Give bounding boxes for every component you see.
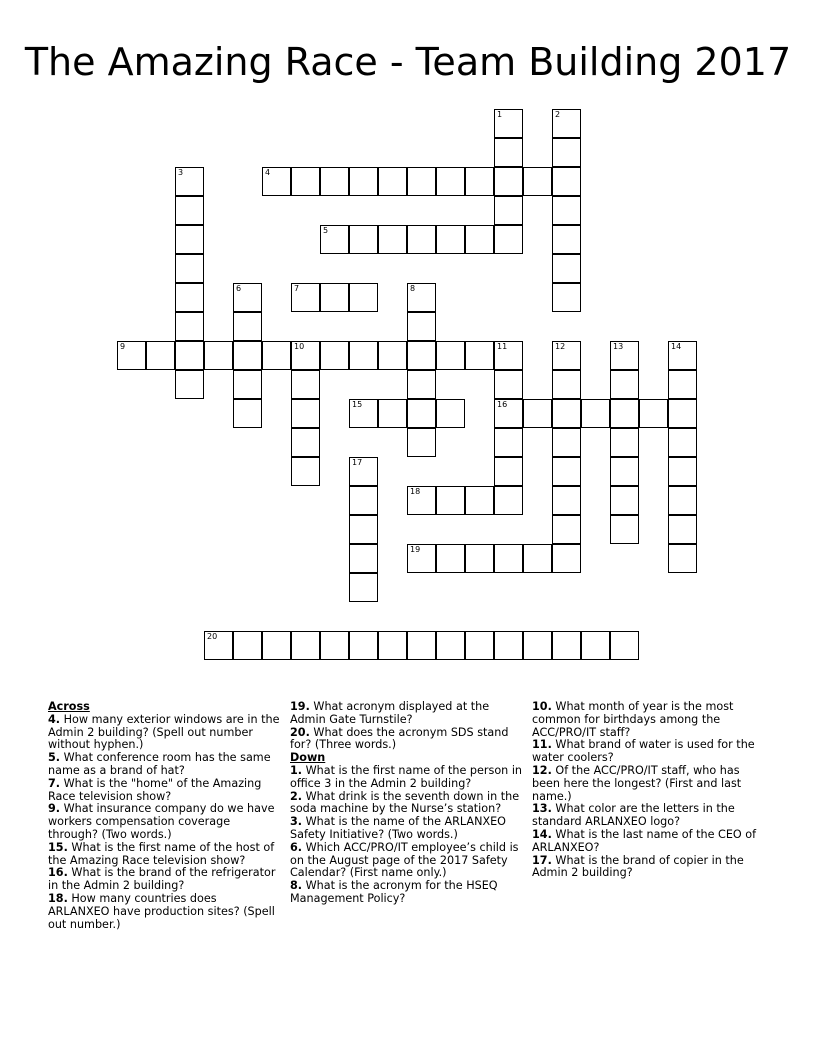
grid-cell[interactable] bbox=[465, 341, 494, 370]
grid-cell[interactable] bbox=[436, 544, 465, 573]
clue-text: What is the acronym for the HSEQ Management Policy? bbox=[290, 879, 498, 905]
grid-cell[interactable] bbox=[436, 486, 465, 515]
grid-cell[interactable] bbox=[233, 370, 262, 399]
grid-cell[interactable] bbox=[233, 341, 262, 370]
grid-cell[interactable] bbox=[465, 167, 494, 196]
clue-item bbox=[532, 765, 764, 803]
clue-number-label: 8. bbox=[290, 879, 303, 893]
clue-number: 20 bbox=[207, 632, 218, 641]
clue-number-label: 15. bbox=[48, 840, 68, 854]
clue-number-label: 12. bbox=[532, 763, 552, 777]
grid-cell[interactable] bbox=[407, 370, 436, 399]
grid-cell[interactable] bbox=[378, 225, 407, 254]
clue-text: What is the name of the ARLANXEO Safety Initiative? (Two words.) bbox=[290, 815, 506, 841]
grid-cell[interactable] bbox=[668, 341, 697, 370]
grid-cell[interactable] bbox=[494, 167, 523, 196]
clue-item bbox=[48, 803, 280, 841]
grid-cell[interactable] bbox=[552, 254, 581, 283]
clue-number: 7 bbox=[294, 284, 300, 293]
grid-cell[interactable] bbox=[494, 196, 523, 225]
clue-text: Of the ACC/PRO/IT staff, who has been here the longest? (First and last name.) bbox=[532, 763, 742, 803]
grid-cell[interactable] bbox=[552, 225, 581, 254]
clue-number: 3 bbox=[178, 168, 184, 177]
clue-item bbox=[290, 727, 526, 753]
grid-cell[interactable] bbox=[552, 544, 581, 573]
grid-cell[interactable] bbox=[581, 399, 610, 428]
grid-cell[interactable] bbox=[639, 399, 668, 428]
grid-cell[interactable] bbox=[523, 631, 552, 660]
grid-cell[interactable] bbox=[407, 399, 436, 428]
grid-cell[interactable] bbox=[175, 341, 204, 370]
grid-cell[interactable] bbox=[407, 428, 436, 457]
grid-cell[interactable] bbox=[378, 399, 407, 428]
grid-cell[interactable] bbox=[407, 312, 436, 341]
grid-cell[interactable] bbox=[465, 631, 494, 660]
grid-cell[interactable] bbox=[349, 225, 378, 254]
grid-cell[interactable] bbox=[552, 428, 581, 457]
grid-cell[interactable] bbox=[610, 631, 639, 660]
grid-cell[interactable] bbox=[494, 544, 523, 573]
clue-number-label: 7. bbox=[48, 776, 61, 790]
clue-number-label: 13. bbox=[532, 802, 552, 816]
grid-cell[interactable] bbox=[291, 457, 320, 486]
clue-number: 2 bbox=[555, 110, 561, 119]
grid-cell[interactable] bbox=[436, 399, 465, 428]
grid-cell[interactable] bbox=[233, 283, 262, 312]
grid-cell[interactable] bbox=[610, 399, 639, 428]
grid-cell[interactable] bbox=[407, 544, 436, 573]
clue-text: Which ACC/PRO/IT employee’s child is on the August page of the 2017 Safety Calendar? (First name only.) bbox=[290, 840, 519, 880]
grid-cell[interactable] bbox=[407, 341, 436, 370]
grid-cell[interactable] bbox=[407, 283, 436, 312]
grid-cell[interactable] bbox=[378, 631, 407, 660]
grid-cell[interactable] bbox=[407, 225, 436, 254]
clue-item bbox=[532, 739, 764, 765]
grid-cell[interactable] bbox=[552, 167, 581, 196]
grid-cell[interactable] bbox=[494, 341, 523, 370]
clue-column-2 bbox=[290, 701, 526, 906]
clue-number-label: 18. bbox=[48, 891, 68, 905]
clue-number: 11 bbox=[497, 342, 508, 351]
grid-cell[interactable] bbox=[320, 341, 349, 370]
grid-cell[interactable] bbox=[175, 167, 204, 196]
grid-cell[interactable] bbox=[552, 370, 581, 399]
clue-number: 6 bbox=[236, 284, 242, 293]
grid-cell[interactable] bbox=[233, 631, 262, 660]
grid-cell[interactable] bbox=[494, 428, 523, 457]
clue-text: How many countries does ARLANXEO have production sites? (Spell out number.) bbox=[48, 891, 275, 931]
grid-cell[interactable] bbox=[668, 428, 697, 457]
clue-number-label: 11. bbox=[532, 738, 552, 752]
clue-number-label: 10. bbox=[532, 700, 552, 713]
clue-number: 14 bbox=[671, 342, 682, 351]
clue-item bbox=[48, 778, 280, 804]
clue-number-label: 5. bbox=[48, 751, 61, 765]
down-header: Down bbox=[290, 751, 326, 765]
grid-cell[interactable] bbox=[175, 196, 204, 225]
grid-cell[interactable] bbox=[291, 399, 320, 428]
clue-number: 1 bbox=[497, 110, 503, 119]
clue-number-label: 4. bbox=[48, 712, 61, 726]
grid-cell[interactable] bbox=[610, 486, 639, 515]
clue-text: What color are the letters in the standard ARLANXEO logo? bbox=[532, 802, 735, 829]
grid-cell[interactable] bbox=[552, 283, 581, 312]
clue-number-label: 3. bbox=[290, 815, 303, 829]
grid-cell[interactable] bbox=[552, 196, 581, 225]
clue-item bbox=[290, 880, 526, 906]
grid-cell[interactable] bbox=[494, 399, 523, 428]
clue-item bbox=[48, 867, 280, 893]
grid-cell[interactable] bbox=[175, 312, 204, 341]
grid-cell[interactable] bbox=[349, 283, 378, 312]
clue-text: What is the first name of the host of the Amazing Race television show? bbox=[48, 840, 275, 867]
clue-number-label: 6. bbox=[290, 840, 303, 854]
clue-text: What is the brand of the refrigerator in the Admin 2 building? bbox=[48, 866, 276, 893]
grid-cell[interactable] bbox=[320, 167, 349, 196]
grid-cell[interactable] bbox=[552, 138, 581, 167]
grid-cell[interactable] bbox=[494, 457, 523, 486]
grid-cell[interactable] bbox=[291, 370, 320, 399]
grid-cell[interactable] bbox=[262, 167, 291, 196]
page-title: The Amazing Race - Team Building 2017 bbox=[24, 40, 792, 84]
grid-cell[interactable] bbox=[494, 138, 523, 167]
grid-cell[interactable] bbox=[378, 341, 407, 370]
clue-item bbox=[290, 791, 526, 817]
clue-item bbox=[48, 714, 280, 752]
clue-number: 4 bbox=[265, 168, 271, 177]
clue-number: 18 bbox=[410, 487, 421, 496]
grid-cell[interactable] bbox=[465, 486, 494, 515]
grid-cell[interactable] bbox=[494, 109, 523, 138]
grid-cell[interactable] bbox=[668, 544, 697, 573]
clue-number: 15 bbox=[352, 400, 363, 409]
grid-cell[interactable] bbox=[523, 399, 552, 428]
clue-number: 16 bbox=[497, 400, 508, 409]
grid-cell[interactable] bbox=[610, 515, 639, 544]
grid-cell[interactable] bbox=[494, 631, 523, 660]
grid-cell[interactable] bbox=[610, 457, 639, 486]
clue-column-3 bbox=[532, 701, 764, 880]
clue-number-label: 19. bbox=[290, 700, 310, 713]
grid-cell[interactable] bbox=[436, 167, 465, 196]
clue-number: 12 bbox=[555, 342, 566, 351]
grid-cell[interactable] bbox=[610, 428, 639, 457]
grid-cell[interactable] bbox=[610, 341, 639, 370]
grid-cell[interactable] bbox=[175, 254, 204, 283]
grid-cell[interactable] bbox=[552, 109, 581, 138]
grid-cell[interactable] bbox=[465, 225, 494, 254]
grid-cell[interactable] bbox=[552, 515, 581, 544]
grid-cell[interactable] bbox=[175, 283, 204, 312]
clue-number-label: 2. bbox=[290, 789, 303, 803]
grid-cell[interactable] bbox=[407, 167, 436, 196]
clue-number: 10 bbox=[294, 342, 305, 351]
clue-number-label: 17. bbox=[532, 853, 552, 867]
grid-cell[interactable] bbox=[320, 631, 349, 660]
grid-cell[interactable] bbox=[552, 631, 581, 660]
clue-item bbox=[290, 701, 526, 727]
clue-number-label: 16. bbox=[48, 866, 68, 880]
grid-cell[interactable] bbox=[436, 341, 465, 370]
clue-item bbox=[48, 842, 280, 868]
grid-cell[interactable] bbox=[668, 457, 697, 486]
clue-number-label: 9. bbox=[48, 802, 61, 816]
grid-cell[interactable] bbox=[407, 631, 436, 660]
clue-text: What brand of water is used for the water coolers? bbox=[532, 738, 755, 765]
clue-item bbox=[290, 816, 526, 842]
grid-cell[interactable] bbox=[494, 370, 523, 399]
clue-column-1 bbox=[48, 701, 280, 931]
grid-cell[interactable] bbox=[552, 341, 581, 370]
grid-cell[interactable] bbox=[146, 341, 175, 370]
grid-cell[interactable] bbox=[552, 399, 581, 428]
clue-item bbox=[48, 893, 280, 931]
grid-cell[interactable] bbox=[494, 486, 523, 515]
grid-cell[interactable] bbox=[668, 515, 697, 544]
clue-number: 8 bbox=[410, 284, 416, 293]
grid-cell[interactable] bbox=[349, 573, 378, 602]
clue-number: 17 bbox=[352, 458, 363, 467]
clue-number-label: 14. bbox=[532, 827, 552, 841]
grid-cell[interactable] bbox=[349, 486, 378, 515]
clue-text: What is the first name of the person in office 3 in the Admin 2 building? bbox=[290, 763, 523, 790]
clue-number-label: 20. bbox=[290, 725, 310, 739]
grid-cell[interactable] bbox=[523, 544, 552, 573]
grid-cell[interactable] bbox=[552, 457, 581, 486]
grid-cell[interactable] bbox=[175, 370, 204, 399]
grid-cell[interactable] bbox=[204, 631, 233, 660]
clue-number: 9 bbox=[120, 342, 126, 351]
clue-item bbox=[290, 765, 526, 791]
grid-cell[interactable] bbox=[233, 312, 262, 341]
grid-cell[interactable] bbox=[262, 631, 291, 660]
grid-cell[interactable] bbox=[175, 225, 204, 254]
grid-cell[interactable] bbox=[436, 631, 465, 660]
grid-cell[interactable] bbox=[349, 457, 378, 486]
clue-item bbox=[532, 803, 764, 829]
clue-text: What drink is the seventh down in the soda machine by the Nurse’s station? bbox=[290, 789, 520, 816]
clue-item bbox=[48, 752, 280, 778]
grid-cell[interactable] bbox=[320, 283, 349, 312]
grid-cell[interactable] bbox=[349, 341, 378, 370]
grid-cell[interactable] bbox=[523, 167, 552, 196]
clue-text: What is the last name of the CEO of ARLANXEO? bbox=[532, 827, 757, 854]
grid-cell[interactable] bbox=[349, 167, 378, 196]
grid-cell[interactable] bbox=[291, 283, 320, 312]
clue-item bbox=[532, 829, 764, 855]
grid-cell[interactable] bbox=[349, 399, 378, 428]
grid-cell[interactable] bbox=[378, 167, 407, 196]
grid-cell[interactable] bbox=[610, 370, 639, 399]
grid-cell[interactable] bbox=[291, 167, 320, 196]
clue-text: How many exterior windows are in the Admin 2 building? (Spell out number without hyphen.) bbox=[48, 712, 280, 752]
grid-cell[interactable] bbox=[349, 631, 378, 660]
grid-cell[interactable] bbox=[668, 370, 697, 399]
grid-cell[interactable] bbox=[668, 399, 697, 428]
grid-cell[interactable] bbox=[581, 631, 610, 660]
grid-cell[interactable] bbox=[262, 341, 291, 370]
clue-item bbox=[532, 701, 764, 739]
grid-cell[interactable] bbox=[349, 515, 378, 544]
clue-number: 5 bbox=[323, 226, 329, 235]
grid-cell[interactable] bbox=[204, 341, 233, 370]
grid-cell[interactable] bbox=[117, 341, 146, 370]
clue-item bbox=[290, 842, 526, 880]
across-header: Across bbox=[48, 700, 90, 713]
grid-cell[interactable] bbox=[552, 486, 581, 515]
grid-cell[interactable] bbox=[233, 399, 262, 428]
clue-number: 19 bbox=[410, 545, 421, 554]
grid-cell[interactable] bbox=[465, 544, 494, 573]
clue-text: What is the "home" of the Amazing Race television show? bbox=[48, 776, 262, 803]
grid-cell[interactable] bbox=[668, 486, 697, 515]
grid-cell[interactable] bbox=[407, 486, 436, 515]
clue-item bbox=[532, 855, 764, 881]
grid-cell[interactable] bbox=[436, 225, 465, 254]
grid-cell[interactable] bbox=[320, 225, 349, 254]
clue-text: What does the acronym SDS stand for? (Three words.) bbox=[290, 725, 509, 752]
clue-text: What month of year is the most common for birthdays among the ACC/PRO/IT staff? bbox=[532, 700, 734, 739]
grid-cell[interactable] bbox=[494, 225, 523, 254]
clue-text: What insurance company do we have workers compensation coverage through? (Two words.) bbox=[48, 802, 275, 841]
clue-text: What is the brand of copier in the Admin 2 building? bbox=[532, 853, 744, 880]
clue-text: What acronym displayed at the Admin Gate Turnstile? bbox=[290, 700, 490, 726]
grid-cell[interactable] bbox=[291, 428, 320, 457]
clue-text: What conference room has the same name as a brand of hat? bbox=[48, 751, 271, 777]
grid-cell[interactable] bbox=[291, 631, 320, 660]
clue-number-label: 1. bbox=[290, 763, 303, 777]
clue-number: 13 bbox=[613, 342, 624, 351]
grid-cell[interactable] bbox=[291, 341, 320, 370]
grid-cell[interactable] bbox=[349, 544, 378, 573]
